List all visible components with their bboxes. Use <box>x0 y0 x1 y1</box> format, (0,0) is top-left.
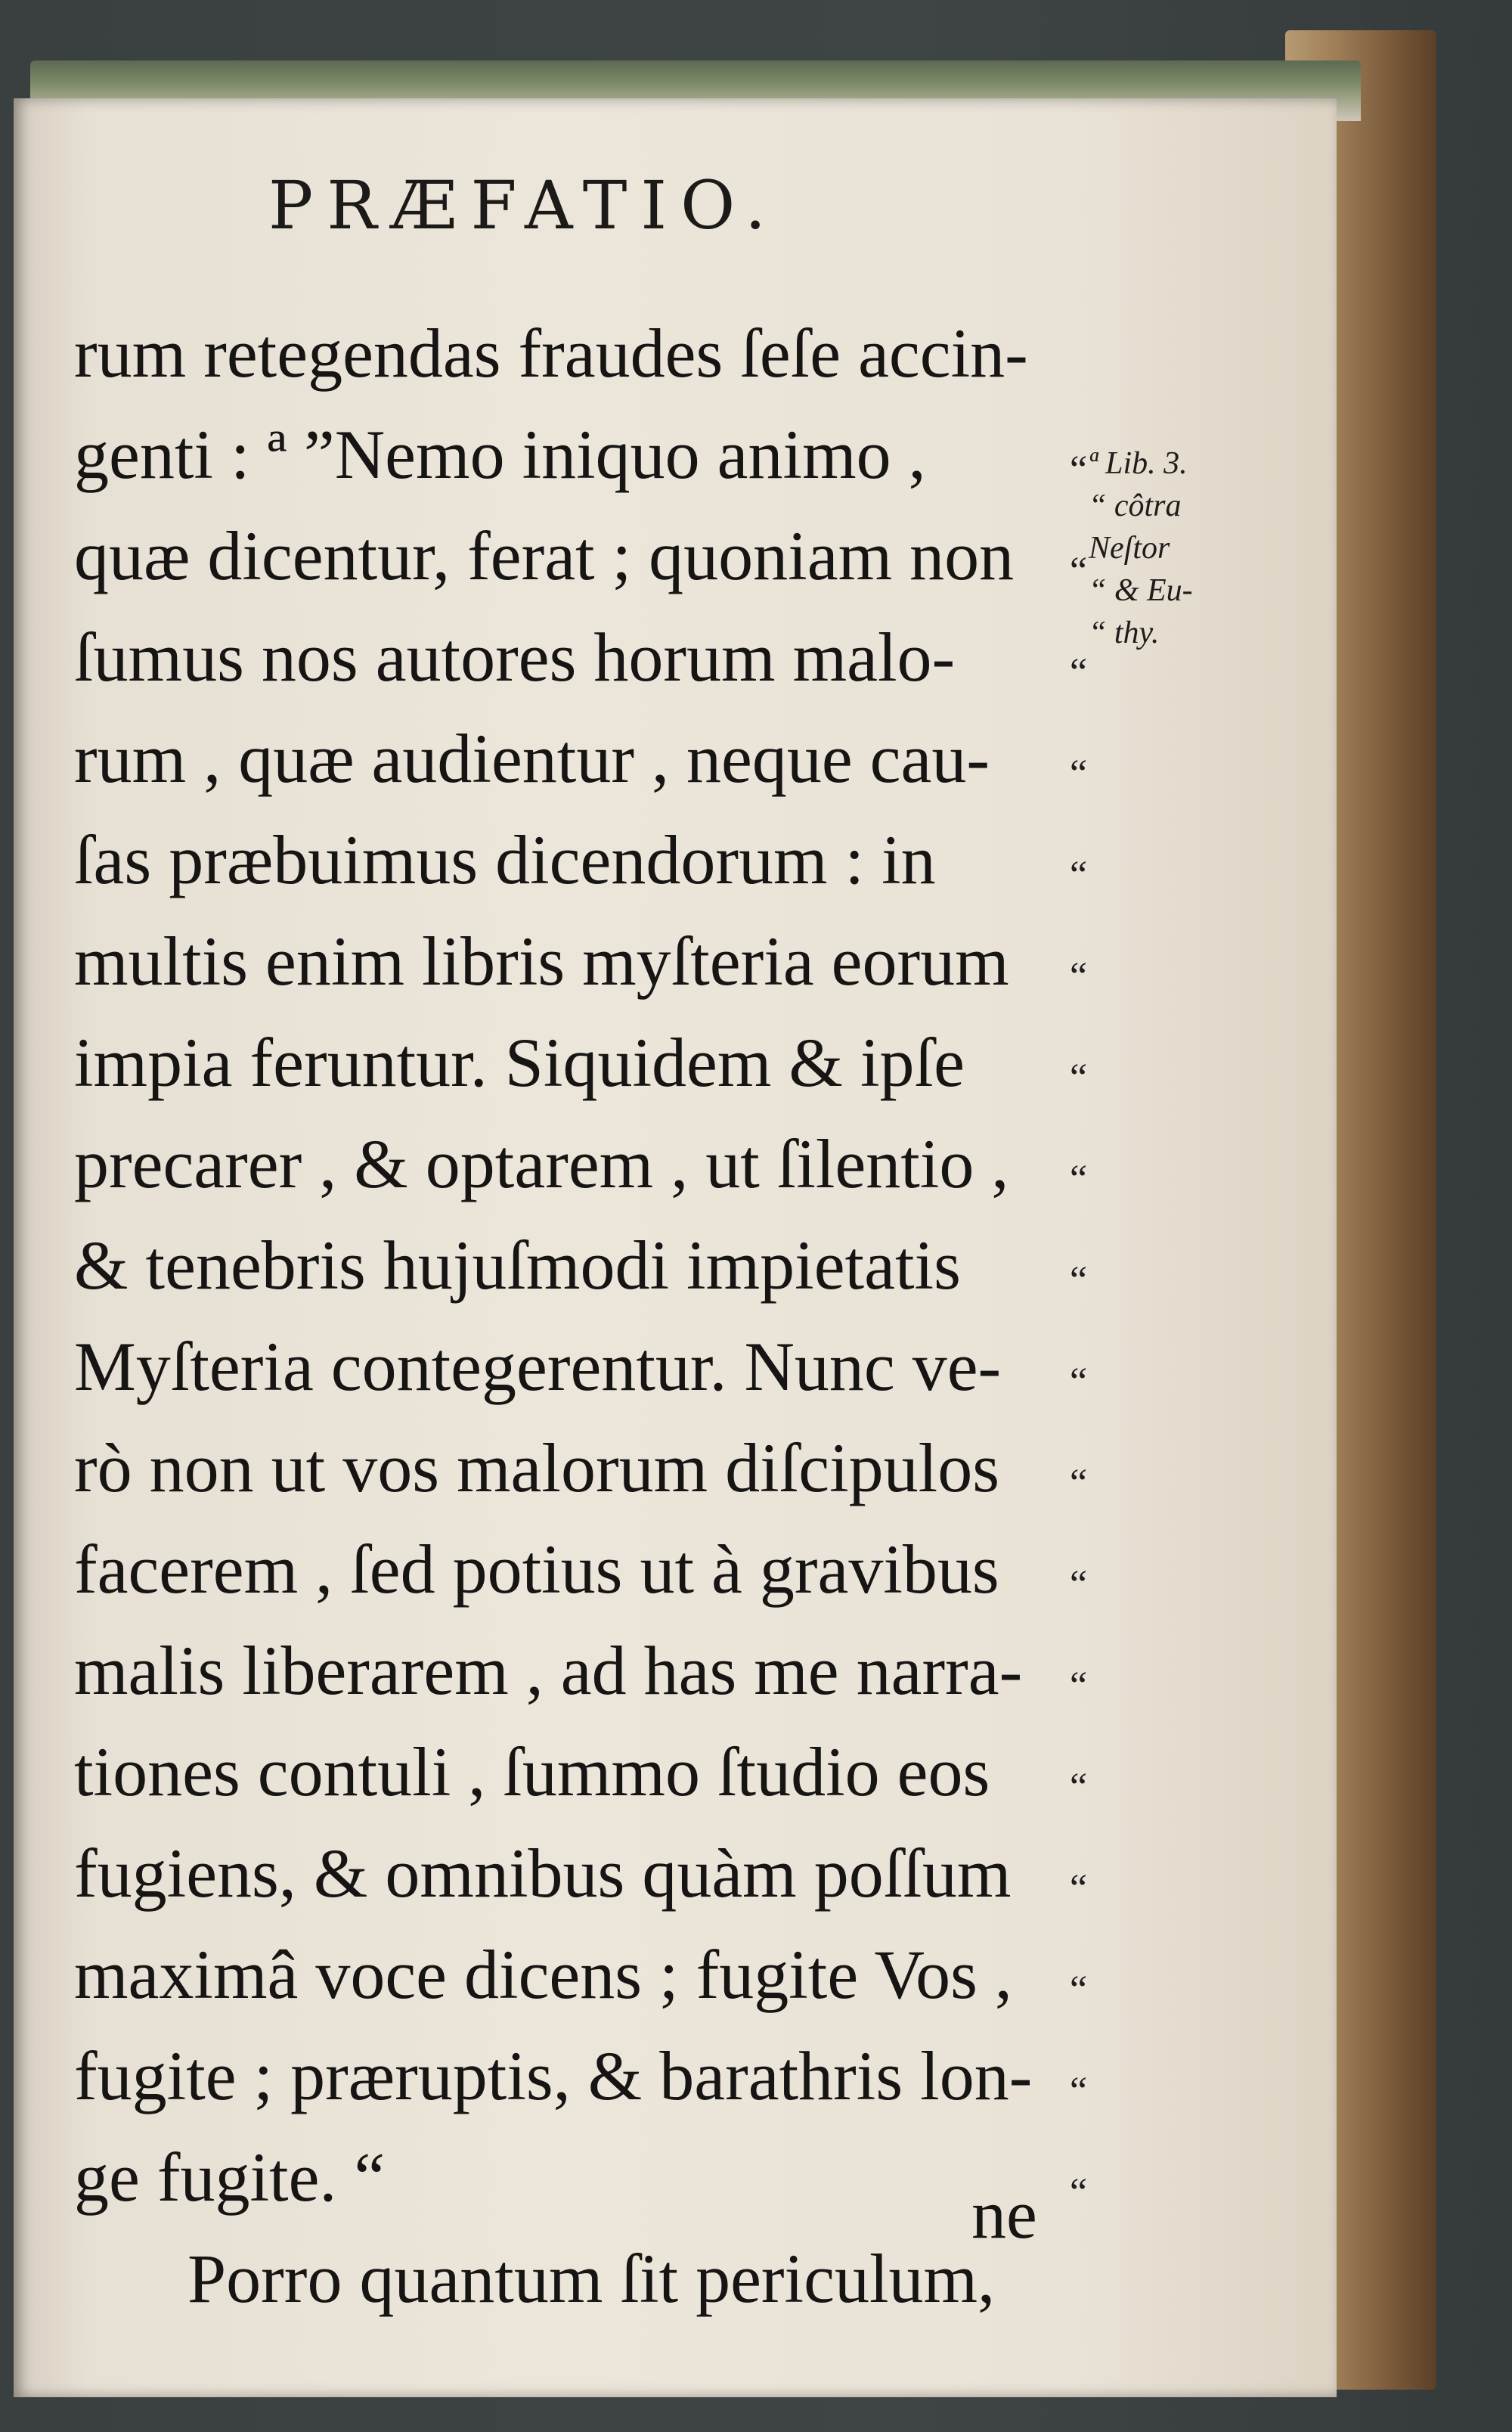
marginal-note <box>1089 442 1232 654</box>
marginal-line: “ thy. <box>1089 616 1160 650</box>
text-line: ſumus nos autores horum malo- <box>74 619 956 696</box>
text-line: fugiens, & omnibus quàm poſſum <box>74 1835 1012 1912</box>
quote-mark: “ <box>1070 1259 1088 1302</box>
quote-mark: “ <box>1070 2070 1088 2113</box>
quote-mark: “ <box>1070 550 1088 593</box>
quote-mark: “ <box>1070 1056 1088 1100</box>
text-line: impia feruntur. Siquidem & ipſe <box>74 1024 965 1101</box>
paragraph-start-line: Porro quantum ſit periculum, <box>187 2240 996 2317</box>
quote-mark: “ <box>1070 752 1088 796</box>
text-line: & tenebris hujuſmodi impietatis <box>74 1227 961 1304</box>
marginal-line: “ & Eu- <box>1089 573 1193 608</box>
text-line: multis enim libris myſteria eorum <box>74 923 1009 1000</box>
quote-mark: “ <box>1070 854 1088 897</box>
quote-mark: “ <box>1070 1664 1088 1708</box>
quote-mark: “ <box>1070 2171 1088 2214</box>
text-line: ge fugite. “ <box>74 2139 386 2216</box>
quote-mark: “ <box>1070 1462 1088 1505</box>
marginal-line: “ côtra <box>1089 489 1182 523</box>
text-line: rum , quæ audientur , neque cau- <box>74 720 990 797</box>
running-head: PRÆFATIO. <box>268 166 780 244</box>
text-line: ſas præbuimus dicendorum : in <box>74 821 936 898</box>
quote-mark: “ <box>1070 1766 1088 1809</box>
text-line: tiones contuli , ſummo ſtudio eos <box>74 1733 990 1810</box>
quote-mark: “ <box>1070 448 1088 492</box>
text-line: precarer , & optarem , ut ſilentio , <box>74 1125 1009 1202</box>
quote-mark: “ <box>1070 651 1088 694</box>
quote-mark: “ <box>1070 1968 1088 2012</box>
quotation-marks-column <box>1070 420 1130 2244</box>
quote-mark: “ <box>1070 1867 1088 1910</box>
text-line: genti : ª ”Nemo iniquo animo , <box>74 416 926 493</box>
quote-mark: “ <box>1070 1360 1088 1404</box>
text-line: quæ dicentur, ferat ; quoniam non <box>74 517 1015 594</box>
quote-mark: “ <box>1070 955 1088 998</box>
body-text <box>74 302 1072 2329</box>
text-line: maximâ voce dicens ; fugite Vos , <box>74 1936 1012 2013</box>
quote-mark: “ <box>1070 1563 1088 1606</box>
marginal-line: Neſtor <box>1089 531 1170 566</box>
text-line: rò non ut vos malorum diſcipulos <box>74 1429 1000 1506</box>
marginal-line: ª Lib. 3. <box>1089 446 1188 481</box>
text-line: Myſteria contegerentur. Nunc ve- <box>74 1328 1002 1405</box>
text-line: facerem , ſed potius ut à gravibus <box>74 1531 999 1608</box>
quote-mark: “ <box>1070 1158 1088 1201</box>
catchword: ne <box>971 2176 1037 2253</box>
text-line: malis liberarem , ad has me narra- <box>74 1632 1023 1709</box>
text-line: rum retegendas fraudes ſeſe accin- <box>74 315 1028 392</box>
text-line: fugite ; præruptis, & barathris lon- <box>74 2037 1033 2114</box>
